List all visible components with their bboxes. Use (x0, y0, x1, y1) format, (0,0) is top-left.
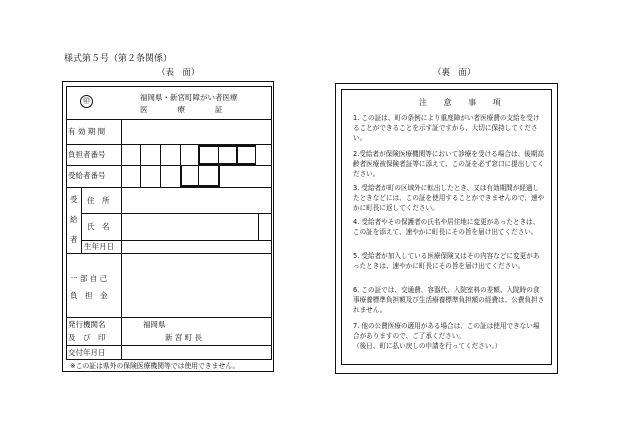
back-face-label: （裏 面） (433, 68, 476, 78)
row-divider (66, 345, 272, 346)
number-cell-divider (140, 165, 141, 187)
front-face-label: （表 面） (157, 68, 200, 78)
number-cell-emphasis (198, 145, 255, 147)
note-item: 3. 受給者が町の区域外に転出したとき、又は有効期間が経過したときなどには、この証を使用することができませんので、速やかに町長に返してください。 (353, 184, 545, 212)
row-divider (81, 213, 272, 214)
number-cell-divider (180, 144, 181, 165)
seal-icon: ㊞ (80, 95, 93, 108)
birthdate-label: 生年月日 (84, 242, 114, 251)
footnote: ※この証は県外の保険医療機関等では使用できません。 (70, 362, 240, 370)
validity-label: 有 効 期 間 (68, 127, 106, 136)
number-cell-divider (255, 144, 256, 165)
row-divider (66, 253, 272, 254)
note-item: 2.受給者が保険医療機関等において診療を受ける場合は、後期高齢者医療被保険者証等に添えて、この証を必ず窓口に提出してください。 (353, 150, 545, 178)
copay-label-line2: 負 担 金 (70, 291, 108, 300)
number-cell-divider (236, 144, 238, 165)
note-item: 4. 受給者やその保護者の氏名や居住地に変更があったときは、この証を添えて、速やかに町長にその旨を届け出てください。 (353, 218, 540, 236)
copay-label-line1: 一 部 自 己 (70, 274, 108, 283)
row-divider (81, 240, 272, 241)
note-item: 7. 他の公費医療の適用がある場合は、この証は使用できない場合がありますので、ご了承ください。 （後日、町に払い戻しの申請を行ってください。） (353, 322, 540, 350)
recipient-side-label: 者 (70, 235, 78, 244)
number-cell-divider (198, 144, 200, 165)
row-divider (66, 165, 272, 166)
number-cell-emphasis (180, 185, 218, 187)
issue-date-label: 交付年月日 (68, 348, 106, 357)
number-cell-divider (180, 165, 182, 187)
form-number: 様式第５号（第２条関係） (64, 54, 173, 64)
number-cell-divider (160, 165, 161, 187)
notes-title: 注 意 事 項 (419, 98, 508, 107)
recipient-side-label: 受 (70, 195, 78, 204)
number-cell-emphasis (198, 163, 255, 165)
name-cell-divider (258, 213, 259, 240)
recipient-number-label: 受給者番号 (68, 171, 106, 180)
number-cell-divider (218, 165, 220, 187)
issuer-value-line2: 新 宮 町 長 (165, 333, 203, 342)
note-item: 5. 受給者が加入している医療保険又はその内容などに変更があったときは、速やかに町長にその旨を届け出てください。 (353, 252, 540, 270)
row-divider (66, 317, 272, 318)
note-item: 1. この証は、町の条例により重度障がい者医療費の支給を受けることができることを示す証ですから、大切に保持してください。 (353, 114, 540, 142)
name-label: 氏 名 (87, 222, 110, 231)
recipient-side-divider (81, 187, 82, 253)
issuer-label-line1: 発行機関名 (68, 320, 106, 329)
row-divider (66, 119, 272, 120)
issuer-title-line2: 医 療 証 (140, 105, 223, 114)
label-column-divider (121, 119, 122, 360)
number-cell-divider (140, 144, 141, 165)
issuer-label-line2: 及 び 印 (68, 333, 106, 342)
issuer-value-line1: 福岡県 (143, 320, 166, 329)
number-cell-divider (160, 144, 161, 165)
address-label: 住 所 (87, 196, 110, 205)
number-cell-divider (198, 165, 199, 187)
payer-number-label: 負担者番号 (68, 150, 106, 159)
issuer-title-line1: 福岡県・新宮町障がい者医療 (140, 93, 238, 102)
row-divider (66, 187, 272, 188)
recipient-side-label: 給 (70, 215, 78, 224)
note-item: 6. この証では、交通費、容器代、入院室料の差額、入院時の食事療養標準負担額及び生活療養標準負担額の経費は、公費負担されません。 (353, 286, 545, 314)
number-cell-divider (218, 144, 219, 165)
